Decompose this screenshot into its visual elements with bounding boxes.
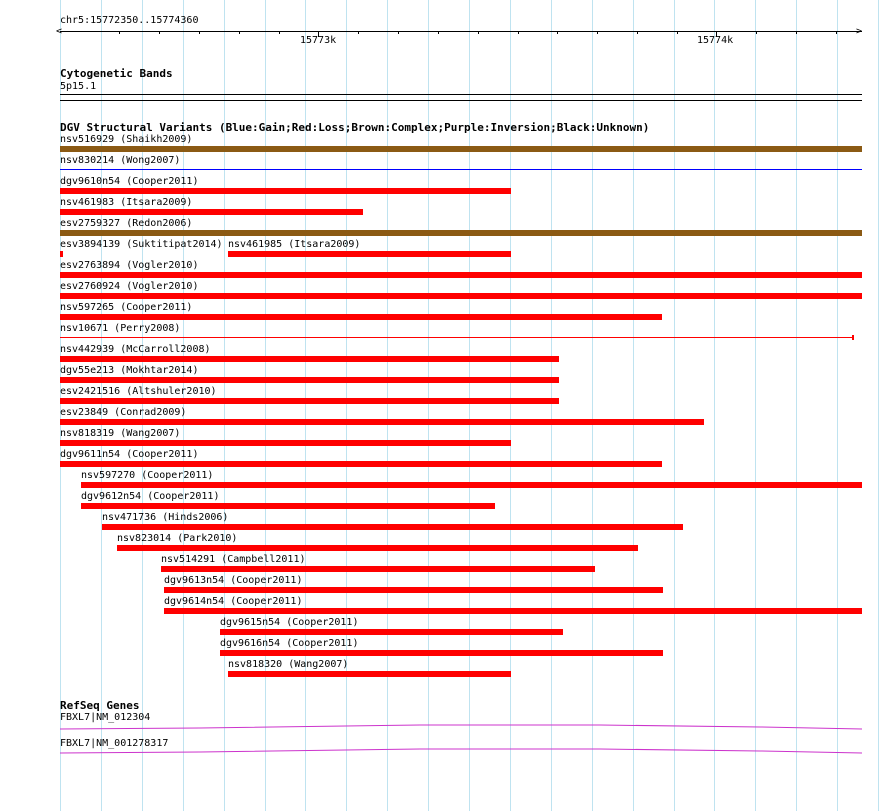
dgv-feature-bar[interactable] <box>60 337 854 338</box>
ruler-minor-tick <box>119 31 120 34</box>
ruler-minor-tick <box>677 31 678 34</box>
dgv-feature-bar[interactable] <box>60 461 662 467</box>
ruler-tick-label: 15774k <box>697 35 734 46</box>
ruler-minor-tick <box>637 31 638 34</box>
cytoband-label: 5p15.1 <box>60 81 97 92</box>
dgv-track-title[interactable]: DGV Structural Variants (Blue:Gain;Red:Loss;Brown:Complex;Purple:Inversion;Black:Unknown) <box>60 121 650 134</box>
ruler-minor-tick <box>239 31 240 34</box>
dgv-feature-bar[interactable] <box>60 230 862 236</box>
gridline <box>796 0 797 811</box>
dgv-feature-label[interactable]: esv2763894 (Vogler2010) <box>60 260 199 271</box>
dgv-feature-label[interactable]: dgv9610n54 (Cooper2011) <box>60 176 199 187</box>
dgv-feature-label[interactable]: nsv823014 (Park2010) <box>117 533 238 544</box>
gridline <box>878 0 879 811</box>
dgv-feature-label[interactable]: nsv830214 (Wong2007) <box>60 155 181 166</box>
dgv-feature-label[interactable]: dgv55e213 (Mokhtar2014) <box>60 365 199 376</box>
ruler-minor-tick <box>398 31 399 34</box>
dgv-feature-label[interactable]: esv3894139 (Suktitipat2014) <box>60 239 223 250</box>
ruler-minor-tick <box>358 31 359 34</box>
dgv-feature-bar[interactable] <box>60 146 862 152</box>
dgv-feature-label[interactable]: nsv597270 (Cooper2011) <box>81 470 214 481</box>
dgv-feature-bar[interactable] <box>60 356 559 362</box>
dgv-feature-label[interactable]: nsv516929 (Shaikh2009) <box>60 134 193 145</box>
dgv-feature-label[interactable]: nsv461985 (Itsara2009) <box>228 239 361 250</box>
ruler-minor-tick <box>478 31 479 34</box>
dgv-feature-bar[interactable] <box>60 188 511 194</box>
ruler-minor-tick <box>597 31 598 34</box>
dgv-feature-label[interactable]: nsv514291 (Campbell2011) <box>161 554 306 565</box>
ruler-minor-tick <box>438 31 439 34</box>
dgv-feature-label[interactable]: nsv10671 (Perry2008) <box>60 323 181 334</box>
dgv-feature-bar[interactable] <box>60 293 862 299</box>
gridline <box>837 0 838 811</box>
ruler-minor-tick <box>756 31 757 34</box>
refseq-gene-model-nm-012304 <box>60 725 862 729</box>
ruler-line[interactable] <box>60 31 862 32</box>
dgv-feature-bar[interactable] <box>60 169 862 170</box>
refseq-gene-label[interactable]: FBXL7|NM_012304 <box>60 712 151 723</box>
dgv-feature-label[interactable]: dgv9613n54 (Cooper2011) <box>164 575 303 586</box>
dgv-feature-bar[interactable] <box>60 251 63 257</box>
cytoband-bottom-border <box>60 100 862 101</box>
dgv-feature-bar[interactable] <box>102 524 683 530</box>
dgv-feature-label[interactable]: nsv461983 (Itsara2009) <box>60 197 193 208</box>
cytoband-track-title[interactable]: Cytogenetic Bands <box>60 67 173 80</box>
dgv-feature-bar[interactable] <box>60 398 559 404</box>
refseq-gene-label[interactable]: FBXL7|NM_001278317 <box>60 738 169 749</box>
gridline <box>674 0 675 811</box>
dgv-feature-bar[interactable] <box>228 251 511 257</box>
dgv-feature-bar[interactable] <box>60 209 363 215</box>
dgv-feature-bar[interactable] <box>164 587 663 593</box>
dgv-feature-bar[interactable] <box>81 503 495 509</box>
dgv-feature-bar[interactable] <box>228 671 511 677</box>
gridline <box>755 0 756 811</box>
refseq-gene-models <box>0 715 890 765</box>
dgv-feature-label[interactable]: dgv9612n54 (Cooper2011) <box>81 491 220 502</box>
ruler-minor-tick <box>518 31 519 34</box>
dgv-feature-label[interactable]: dgv9611n54 (Cooper2011) <box>60 449 199 460</box>
dgv-feature-label[interactable]: dgv9616n54 (Cooper2011) <box>220 638 359 649</box>
refseq-track-title[interactable]: RefSeq Genes <box>60 699 140 712</box>
dgv-feature-bar[interactable] <box>60 377 559 383</box>
ruler-position-label: chr5:15772350..15774360 <box>60 15 199 26</box>
dgv-feature-label[interactable]: nsv471736 (Hinds2006) <box>102 512 229 523</box>
dgv-feature-bar[interactable] <box>60 440 511 446</box>
ruler-tick-label: 15773k <box>300 35 337 46</box>
dgv-feature-label[interactable]: esv23849 (Conrad2009) <box>60 407 187 418</box>
ruler-minor-tick <box>279 31 280 34</box>
dgv-feature-bar[interactable] <box>60 314 662 320</box>
ruler-minor-tick <box>796 31 797 34</box>
ruler-left-arrow-icon: < <box>56 26 63 37</box>
ruler-minor-tick <box>557 31 558 34</box>
dgv-feature-label[interactable]: nsv818320 (Wang2007) <box>228 659 349 670</box>
ruler-minor-tick <box>836 31 837 34</box>
dgv-feature-bar[interactable] <box>81 482 862 488</box>
dgv-feature-label[interactable]: nsv818319 (Wang2007) <box>60 428 181 439</box>
dgv-feature-label[interactable]: esv2760924 (Vogler2010) <box>60 281 199 292</box>
cytoband-top-border <box>60 94 862 95</box>
dgv-feature-bar[interactable] <box>220 650 663 656</box>
dgv-feature-label[interactable]: esv2421516 (Altshuler2010) <box>60 386 217 397</box>
gridline <box>714 0 715 811</box>
dgv-feature-bar[interactable] <box>220 629 563 635</box>
dgv-feature-bar[interactable] <box>161 566 595 572</box>
ruler-minor-tick <box>199 31 200 34</box>
dgv-feature-label[interactable]: nsv442939 (McCarroll2008) <box>60 344 211 355</box>
refseq-gene-model-nm-001278317 <box>60 749 862 753</box>
dgv-feature-label[interactable]: dgv9614n54 (Cooper2011) <box>164 596 303 607</box>
dgv-feature-label[interactable]: esv2759327 (Redon2006) <box>60 218 193 229</box>
ruler-right-arrow-icon: > <box>856 26 863 37</box>
dgv-feature-bar[interactable] <box>117 545 638 551</box>
ruler-minor-tick <box>159 31 160 34</box>
dgv-feature-label[interactable]: nsv597265 (Cooper2011) <box>60 302 193 313</box>
dgv-feature-bar[interactable] <box>60 272 862 278</box>
dgv-feature-bar[interactable] <box>164 608 862 614</box>
dgv-feature-bar[interactable] <box>60 419 704 425</box>
dgv-feature-label[interactable]: dgv9615n54 (Cooper2011) <box>220 617 359 628</box>
